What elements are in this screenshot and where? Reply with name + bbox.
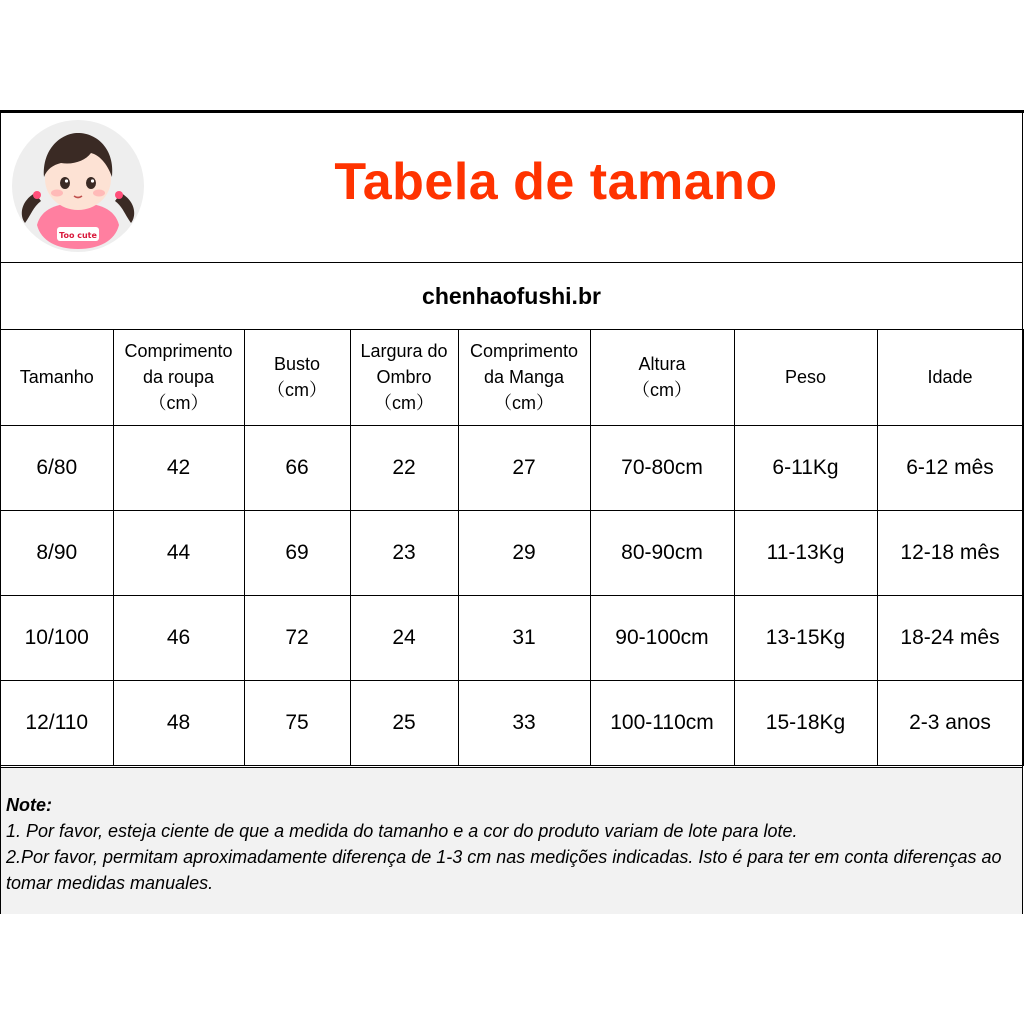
size-chart-sheet: [0, 110, 1023, 914]
table-cell: 100-110cm: [590, 681, 734, 766]
table-cell: 69: [244, 511, 350, 596]
table-cell: 12/110: [1, 681, 113, 766]
brand-row: [1, 263, 1022, 330]
table-cell: 70-80cm: [590, 426, 734, 511]
column-header-label: Comprimento da Manga: [469, 341, 579, 387]
table-cell: 2-3 anos: [877, 681, 1023, 766]
column-header: [734, 329, 877, 426]
table-cell: 6/80: [1, 426, 113, 511]
column-header: [350, 329, 458, 426]
table-row: [1, 681, 1023, 766]
table-cell: 15-18Kg: [734, 681, 877, 766]
size-table-wrapper: [1, 329, 1022, 766]
column-header: [877, 329, 1023, 426]
brand-name: chenhaofushi.br: [422, 283, 601, 309]
table-cell: 18-24 mês: [877, 596, 1023, 681]
notes-label: Note:: [6, 795, 52, 815]
table-row: [1, 596, 1023, 681]
avatar-badge-text: Too cute: [59, 231, 97, 240]
note-line: 2.Por favor, permitam aproximadamente diferença de 1-3 cm nas medições indicadas. Isto é para ter em conta diferenças ao tomar medidas manuales.: [6, 847, 1002, 893]
table-cell: 6-11Kg: [734, 426, 877, 511]
table-cell: 24: [350, 596, 458, 681]
table-cell: 66: [244, 426, 350, 511]
table-cell: 8/90: [1, 511, 113, 596]
column-header: [458, 329, 590, 426]
notes-body: [6, 792, 1011, 896]
column-header-label: Peso: [784, 367, 827, 387]
table-cell: 90-100cm: [590, 596, 734, 681]
column-header-label: Altura: [638, 354, 686, 374]
table-cell: 23: [350, 511, 458, 596]
table-header-row: [1, 329, 1023, 426]
column-header-unit: （cm）: [494, 393, 554, 413]
column-header: [244, 329, 350, 426]
table-cell: 31: [458, 596, 590, 681]
size-table: [1, 329, 1024, 766]
table-cell: 6-12 mês: [877, 426, 1023, 511]
table-cell: 72: [244, 596, 350, 681]
page-title: Tabela de tamano: [334, 153, 778, 211]
column-header-label: Tamanho: [19, 367, 94, 387]
table-cell: 48: [113, 681, 244, 766]
title-row: [1, 114, 1022, 263]
table-cell: 13-15Kg: [734, 596, 877, 681]
column-header-label: Busto: [273, 354, 321, 374]
column-header-label: Largura do Ombro: [360, 341, 448, 387]
table-row: [1, 426, 1023, 511]
table-cell: 42: [113, 426, 244, 511]
notes-section: [1, 767, 1022, 914]
column-header: [1, 329, 113, 426]
note-line: 1. Por favor, esteja ciente de que a medida do tamanho e a cor do produto variam de lote para lote.: [6, 821, 798, 841]
table-cell: 25: [350, 681, 458, 766]
table-cell: 27: [458, 426, 590, 511]
girl-avatar-icon: [11, 119, 145, 253]
table-cell: 29: [458, 511, 590, 596]
table-cell: 80-90cm: [590, 511, 734, 596]
column-header: [590, 329, 734, 426]
column-header-unit: （cm）: [632, 380, 692, 400]
column-header-unit: （cm）: [374, 393, 434, 413]
table-cell: 75: [244, 681, 350, 766]
column-header-label: Idade: [927, 367, 973, 387]
column-header-label: Comprimento da roupa: [124, 341, 233, 387]
table-cell: 44: [113, 511, 244, 596]
column-header-unit: （cm）: [267, 380, 327, 400]
column-header: [113, 329, 244, 426]
table-cell: 10/100: [1, 596, 113, 681]
table-cell: 33: [458, 681, 590, 766]
table-cell: 22: [350, 426, 458, 511]
table-cell: 12-18 mês: [877, 511, 1023, 596]
table-cell: 11-13Kg: [734, 511, 877, 596]
table-cell: 46: [113, 596, 244, 681]
table-row: [1, 511, 1023, 596]
column-header-unit: （cm）: [148, 393, 209, 413]
